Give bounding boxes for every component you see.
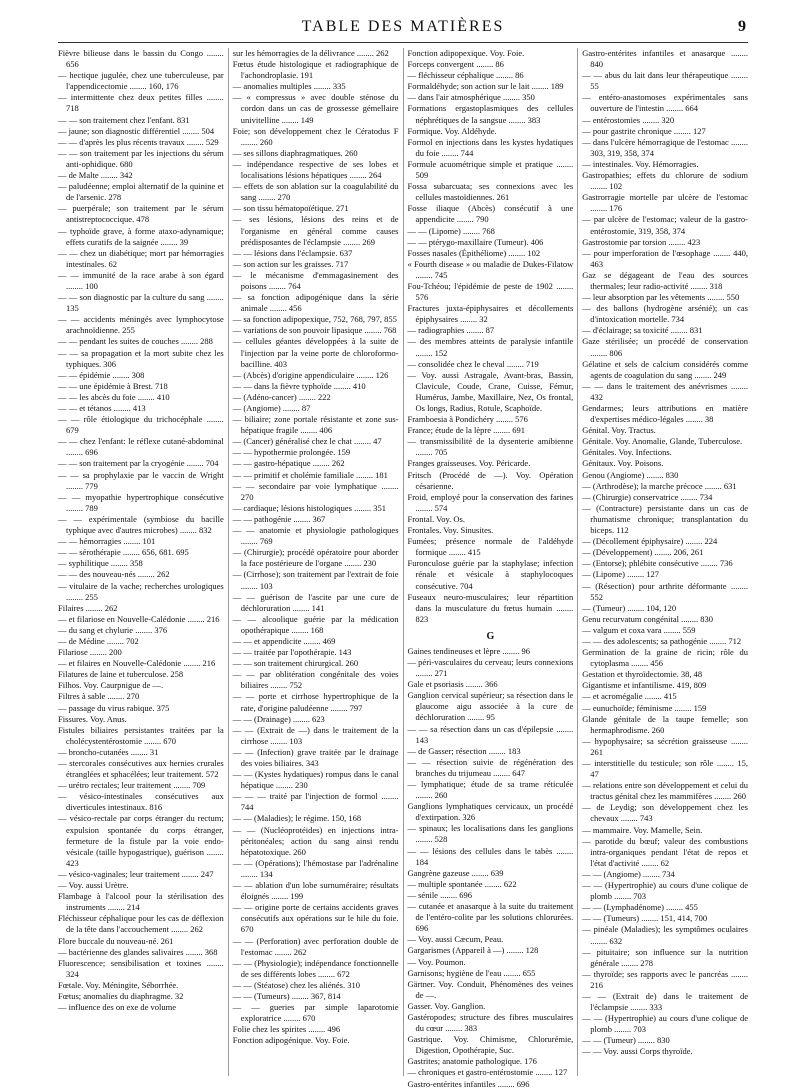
index-entry: — — et tétanos ........ 413	[58, 403, 146, 413]
index-entry: Genou (Angiome) ........ 830	[582, 469, 679, 480]
index-entry: — typhoïde grave, à forme ataxo-adynamique; effets curatifs de la saignée ........ 39	[58, 225, 224, 247]
index-entry: Gastéropodes; structure des fibres musculaires du cœur ........ 383	[407, 1011, 574, 1034]
index-entry: Gaze stérilisée; un procédé de conservation ........ 806	[582, 336, 748, 358]
index-entry: — le mécanisme d'emmagasinement des poisons ........ 764	[232, 269, 399, 291]
index-entry: Gargarismes (Appareil à —) ........ 128	[407, 945, 539, 956]
index-entry: — et filariose en Nouvelle-Calédonie ........ 216	[58, 613, 220, 624]
index-entry: Fistules biliaires persistantes traitées par la cholécystentérostomie ........ 670	[58, 724, 224, 746]
index-entry: — — abus du lait dans leur thérapeutique ........ 55	[582, 70, 748, 92]
index-entry: — — chez l'enfant: le réflexe cutané-abdominal ........ 696	[58, 436, 224, 458]
index-entry: — hypophysaire; sa sécrétion graisseuse ........ 261	[582, 735, 748, 757]
index-entry: — d'éclairage; sa toxicité ........ 831	[582, 325, 703, 336]
index-entry: Gangrène gazeuse ........ 639	[407, 867, 504, 878]
index-entry: Gastrostomie par torsion ........ 423	[582, 236, 701, 247]
index-entry: Fritsch (Procédé de —). Voy. Opération césarienne.	[407, 469, 574, 491]
index-entry: — — par oblitération congénitale des voies biliaires ........ 752	[232, 669, 399, 691]
index-entry: « Fourth disease » ou maladie de Dukes-Filatow ........ 745	[407, 258, 574, 280]
index-entry: Gigantisme et infantilisme. 419, 809	[582, 680, 707, 691]
index-entry: Génitale. Voy. Anomalie, Glande, Tuberculose.	[582, 436, 743, 447]
index-entry: — — et appendicite ........ 469	[232, 635, 336, 646]
index-entry: — (Chirurgie) conservatrice ........ 734	[582, 491, 713, 502]
index-entry: — chroniques et gastro-entérostomie ........ 127	[407, 1067, 568, 1078]
index-entry: — spinaux; les localisations dans les ganglions ........ 528	[407, 823, 574, 845]
index-entry: Gendarmes; leurs attributions en matière d'expertises médico-légales ........ 38	[582, 403, 748, 425]
index-entry: — — lésions dans l'éclampsie. 637	[232, 247, 353, 258]
index-entry: Germination de la graine de ricin; rôle du cytoplasma ........ 456	[582, 647, 748, 669]
index-entry: — — dans le traitement des anévrismes ........ 432	[582, 380, 748, 402]
index-entry: — — ptérygo-maxillaire (Tumeur). 406	[407, 236, 544, 247]
index-entry: — — (Infection) grave traitée par le drainage des voies biliaires. 343	[232, 746, 399, 768]
index-entry: — (Décollement épiphysaire) ........ 224	[582, 536, 718, 547]
index-entry: Fosse iliaque (Abcès) consécutif à une appendicite ........ 790	[407, 203, 574, 225]
index-entry: — — (Drainage) ........ 623	[232, 713, 325, 724]
index-entry: Fou-Tchéou; l'épidémie de peste de 1902 ........ 576	[407, 280, 574, 303]
index-entry: — (Résection) pour arthrite déformante ........ 552	[582, 580, 748, 602]
index-entry: — — anatomie et physiologie pathologiques ........ 769	[232, 525, 399, 547]
index-entry: — puerpérale; son traitement par le sérum antistreptococcique. 478	[58, 203, 224, 225]
index-entry: — — (Tumeur) ........ 830	[582, 1035, 670, 1046]
index-column-4	[577, 48, 748, 1076]
index-entry: Gärtner. Voy. Conduit, Phénomènes des veines de —.	[407, 978, 574, 1000]
index-entry: — vésico-rectale par corps étranger du rectum; expulsion spontanée du corps étranger, fermeture de la fistule par la voie endo-vésicale (taille hypogastrique), guérison ........ 423	[58, 813, 224, 868]
index-entry: — entérostomies ........ 320	[582, 114, 675, 125]
index-entry: Ganglions lymphatiques cervicaux, un procédé d'extirpation. 326	[407, 801, 574, 823]
index-entry: — — sa résection dans un cas d'épilepsie ........ 143	[407, 723, 574, 745]
index-entry: — lymphatique; étude de sa trame réticulée ........ 260	[407, 779, 574, 801]
index-entry: Formations ergastoplasmiques des cellules néphrétiques de la sangsue ........ 383	[407, 103, 574, 125]
index-entry: — (Contracture) persistante dans un cas de rhumatisme chronique; transplantation du biceps. 112	[582, 502, 748, 536]
index-entry: Fonction adipopexique. Voy. Foie.	[407, 48, 525, 58]
index-entry: Fléchisseur céphalique pour les cas de déflexion de la tête dans l'accouchement ........ 262	[58, 913, 224, 935]
index-entry: — — son traitement chez l'enfant. 831	[58, 114, 190, 125]
index-entry: Gastrites; anatomie pathologique. 176	[407, 1056, 537, 1067]
index-entry: — bactérienne des glandes salivaires ........ 368	[58, 946, 218, 957]
index-entry: — péri-vasculaires du cerveau; leurs connexions ........ 271	[407, 656, 574, 679]
index-entry: sur les hémorragies de la délivrance ........ 262	[232, 48, 389, 58]
section-letter: G	[486, 630, 495, 642]
index-entry: — (Chirurgie); procédé opératoire pour aborder la face postérieure de l'organe ........ 230	[232, 547, 399, 569]
index-entry: — — (Tumeurs) ........ 367, 814	[232, 990, 341, 1001]
index-entry: — — (Opérations); l'hémostase par l'adrénaline ........ 134	[232, 857, 399, 879]
index-entry: — — pathogénie ........ 367	[232, 513, 326, 524]
index-entry: Formaldéhyde; son action sur le lait ........ 189	[407, 81, 564, 92]
index-entry: — intermittente chez deux petites filles ........ 718	[58, 92, 224, 114]
index-entry: — (Adéno-cancer) ........ 222	[232, 391, 331, 402]
index-entry: — son action sur les graisses. 717	[232, 258, 349, 269]
index-entry: Fièvre bilieuse dans le bassin du Congo ........ 656	[58, 48, 224, 70]
index-entry: Gestation et thyroïdectomie. 38, 48	[582, 669, 703, 680]
index-entry: — leur absorption par les vêtements ........ 550	[582, 292, 740, 303]
index-entry: Filatures de laine et tuberculose. 258	[58, 669, 184, 680]
index-entry: Filtres à sable ........ 270	[58, 691, 140, 702]
index-entry: — sénile ........ 696	[407, 889, 472, 900]
index-entry: — — myopathie hypertrophique consécutive ........ 789	[58, 491, 224, 513]
index-entry: — paludéenne; emploi alternatif de la quinine et de l'arsenic. 278	[58, 181, 224, 203]
index-entry: — — (Maladies); le régime. 150, 168	[232, 813, 362, 824]
index-entry: — de Leydig; son développement chez les chevaux ........ 743	[582, 802, 748, 824]
index-entry: Gale et psoriasis ........ 366	[407, 679, 498, 690]
index-entry: — de Malte ........ 342	[58, 170, 133, 181]
index-entry: — — son traitement chirurgical. 260	[232, 658, 359, 669]
index-entry: — cellules géantes développées à la suite de l'injection par la veine porte de chloroformo-bacilline. 403	[232, 336, 399, 369]
index-entry: Foie; son développement chez le Cératodus F ........ 260	[232, 125, 399, 147]
index-entry: — — résection suivie de régénération des branches du trijumeau ........ 647	[407, 756, 574, 778]
index-entry: — sa fonction adipogénique dans la série animale ........ 456	[232, 292, 399, 314]
index-column-2	[228, 48, 399, 1076]
index-entry: — — ablation d'un lobe surnuméraire; résultats éloignés ........ 199	[232, 880, 399, 902]
index-entry: — — primitif et cholémie familiale ........ 181	[232, 469, 388, 480]
index-entry: — Voy. Poumon.	[407, 956, 466, 967]
index-entry: — eunuchoïde; féminisme ........ 159	[582, 702, 707, 713]
index-entry: — pinéale (Maladies); les symptômes oculaires ........ 632	[582, 924, 748, 946]
page-header	[58, 18, 748, 43]
index-entry: — — pendant les suites de couches ........ 288	[58, 336, 213, 347]
index-entry: — biliaire; zone portale résistante et zone sus-hépatique fragile ........ 406	[232, 414, 399, 436]
index-entry: Framboesia à Pondichéry ........ 576	[407, 414, 528, 425]
index-entry: — effets de son ablation sur la coagulabilité du sang ........ 270	[232, 181, 399, 203]
index-entry: — — les abcès du foie ........ 410	[58, 391, 170, 402]
index-entry: Furonculose guérie par la staphylase; infection rénale et vésicale à staphylocoques consécutive. 704	[407, 558, 574, 591]
index-entry: — — (Hypertrophie) au cours d'une colique de plomb ........ 703	[582, 1013, 748, 1035]
index-entry: Franges graisseuses. Voy. Péricarde.	[407, 458, 531, 469]
index-entry: — — hypothermie prolongée. 159	[232, 447, 351, 458]
index-entry: — — hémorragies ........ 101	[58, 536, 156, 547]
index-entry: — — gastro-hépatique ........ 262	[232, 458, 345, 469]
index-entry: — — rôle étiologique du trichocéphale ........ 679	[58, 414, 224, 436]
index-entry: Filaires ........ 262	[58, 602, 118, 613]
index-entry: — — (Angiome) ........ 734	[582, 868, 675, 879]
index-entry: — — (Tumeurs) ........ 151, 414, 700	[582, 913, 708, 924]
index-entry: — des ballons (hydrogène arsénié); un cas d'intoxication mortelle. 734	[582, 303, 748, 325]
index-entry: — Voy. aussi Cæcum, Peau.	[407, 934, 504, 945]
index-entry: — (Abcès) d'origine appendiculaire ........ 126	[232, 369, 389, 380]
index-entry: — sa fonction adipopexique, 752, 768, 797, 855	[232, 314, 397, 325]
index-entry: — intestinales. Voy. Hémorragies.	[582, 158, 699, 169]
index-entry: Gastrorragie mortelle par ulcère de l'estomac ........ 176	[582, 192, 748, 214]
index-entry: — — (Hypertrophie) au cours d'une colique de plomb ........ 703	[582, 880, 748, 902]
index-entry: Ganglion cervical supérieur; sa résection dans le glaucome aigu associée à la cure de déchloruration ........ 95	[407, 690, 574, 723]
index-entry: Filhos. Voy. Caurpnigue de —.	[58, 680, 164, 691]
index-entry: — — (Lymphadénome) ........ 455	[582, 902, 698, 913]
index-entry: — du sang et chylurie ........ 376	[58, 624, 168, 635]
index-entry: — ses sillons diaphragmatiques. 260	[232, 147, 358, 158]
index-entry: — — secondaire par voie lymphatique ........ 270	[232, 480, 399, 502]
index-entry: — de Gasser; résection ........ 183	[407, 745, 521, 756]
index-entry: — radiographies ........ 87	[407, 325, 495, 336]
index-entry: — — guérison de l'ascite par une cure de déchloruration ........ 141	[232, 591, 399, 613]
index-entry: France; étude de la lèpre ........ 691	[407, 425, 526, 436]
index-entry: — — expérimentale (symbiose du bacille typhique avec d'autres microbes) ........ 832	[58, 513, 224, 536]
index-entry: — — son traitement par la cryogénie ........ 704	[58, 458, 219, 469]
index-entry: — — sa prophylaxie par le vaccin de Wright ........ 779	[58, 469, 224, 491]
index-entry: — par ulcère de l'estomac; valeur de la gastro-entérostomie, 319, 358, 374	[582, 214, 748, 236]
index-entry: — syphilitique ........ 358	[58, 558, 143, 569]
index-entry: — (Lipome) ........ 127	[582, 569, 659, 580]
index-entry: — — son diagnostic par la culture du sang ........ 135	[58, 292, 224, 314]
index-entry: — passage du virus rabique. 375	[58, 702, 170, 713]
index-entry: — cardiaque; lésions histologiques ........ 351	[232, 502, 386, 513]
index-entry: — — Voy. aussi Corps thyroïde.	[582, 1046, 693, 1057]
index-entry: Formule acuométrique simple et pratique ........ 509	[407, 158, 574, 181]
index-entry: — fléchisseur céphalique ........ 86	[407, 70, 524, 81]
index-entry: — pour gastrite chronique ........ 127	[582, 125, 706, 136]
index-entry: — multiple spontanée ........ 622	[407, 878, 517, 889]
index-column-1	[58, 48, 224, 1076]
index-entry: Gaines tendineuses et lèpre ........ 96	[407, 645, 531, 656]
index-entry: — — gueries par simple laparotomie exploratrice ........ 670	[232, 1002, 399, 1024]
index-entry: — influence des on exe de volume	[58, 1002, 177, 1013]
index-entry: Filariose ........ 200	[58, 647, 122, 658]
index-entry: — — (Extrait de —) dans le traitement de la cirrhose ........ 103	[232, 724, 399, 746]
index-entry: Folie chez les spirites ........ 496	[232, 1024, 341, 1035]
index-entry: — — (Physiologie); indépendance fonctionnelle de ses différents lobes ........ 672	[232, 957, 399, 979]
index-entry: — broncho-cutanées ........ 31	[58, 746, 159, 757]
index-entry: — et filaires en Nouvelle-Calédonie ........ 216	[58, 658, 216, 669]
index-entry: — pituitaire; son influence sur la nutrition générale ........ 278	[582, 946, 748, 968]
index-entry: — — dans la fièvre typhoïde ........ 410	[232, 380, 366, 391]
index-entry: Fractures juxta-épiphysaires et décollements épiphysaires ........ 32	[407, 303, 574, 325]
index-entry: Formique. Voy. Aldéhyde.	[407, 125, 497, 136]
index-entry: Glande génitale de la taupe femelle; son hermaphrodisme. 260	[582, 713, 748, 735]
index-entry: — — son traitement par les injections du sérum anti-ophidique. 680	[58, 147, 224, 169]
index-entry: — Voy. aussi Astragale, Avant-bras, Bassin, Clavicule, Coude, Crane, Cuisse, Fémur, Humérus, Jambe, Maxillaire, Nez, Os frontal, Os longs, Radius, Rotule, Scaphoïde.	[407, 369, 574, 413]
index-entry: — — une épidémie à Brest. 718	[58, 380, 168, 391]
index-entry: Gastro-entérites infantiles et anasarque ........ 840	[582, 48, 748, 70]
index-entry: — interstitielle du testicule; son rôle ........ 15, 47	[582, 758, 748, 780]
index-entry: — « compressus » avec double sténose du cordon dans un cas de grossesse gémellaire univitelline ........ 149	[232, 92, 399, 125]
index-entry: — et acromégalie ........ 415	[582, 691, 677, 702]
index-entry: — variations de son pouvoir lipasique ........ 768	[232, 325, 397, 336]
index-entry: Fonction adipogénique. Voy. Foie.	[232, 1035, 350, 1046]
index-entry: — mammaire. Voy. Mamelle, Sein.	[582, 824, 703, 835]
index-entry: — des membres atteints de paralysie infantile ........ 152	[407, 336, 574, 358]
index-entry: — — traitée par l'opothérapie. 143	[232, 647, 352, 658]
index-entry: — consolidée chez le cheval ........ 719	[407, 358, 539, 369]
index-entry: Gaz se dégageant de l'eau des sources thermales; leur radio-activité ........ 318	[582, 269, 748, 291]
index-entry: Formol en injections dans les kystes hydatiques du foie ........ 744	[407, 136, 574, 158]
index-entry: Génitales. Voy. Infections.	[582, 447, 672, 458]
index-entry: — — porte et cirrhose hypertrophique de la rate, d'origine paludéenne ........ 797	[232, 691, 399, 713]
index-entry: Fœtale. Voy. Méningite, Séborrhée.	[58, 979, 179, 990]
index-entry: — — chez un diabétique; mort par hémorragies intestinales. 62	[58, 247, 224, 269]
index-entry: — — (Lipome) ........ 768	[407, 225, 495, 236]
index-entry: Frontal. Voy. Os.	[407, 513, 465, 524]
index-entry: Fuseaux neuro-musculaires; leur répartition dans la musculature du fœtus humain ........ 823	[407, 591, 574, 624]
index-entry: — transmissibilité de la dysenterie amibienne ........ 705	[407, 436, 574, 458]
index-entry: — — sa propagation et la mort subite chez les typhiques. 306	[58, 347, 224, 369]
index-entry: — (Arthrodèse); la marche précoce ........ 631	[582, 480, 737, 491]
index-entry: Fumées; présence normale de l'aldéhyde formique ........ 415	[407, 536, 574, 558]
index-entry: — vitulaire de la vache; recherches urologiques ........ 255	[58, 580, 224, 602]
index-entry: — — (Nucléoprotéides) en injections intra-péritonéales; action du sang ainsi rendu hépatotoxique. 260	[232, 824, 399, 857]
index-entry: Fœtus; anomalies du diaphragme. 32	[58, 990, 184, 1001]
index-entry: Fosses nasales (Épithéliome) ........ 102	[407, 247, 541, 258]
index-entry: — urétro rectales; leur traitement ........ 709	[58, 780, 206, 791]
index-entry: Gastropathies; effets du chlorure de sodium ........ 102	[582, 170, 748, 192]
index-entry: — hectique jugulée, chez une tuberculeuse, par l'appendicectomie ........ 160, 176	[58, 70, 224, 92]
index-entry: — vésico-vaginales; leur traitement ........ 247	[58, 868, 214, 879]
index-entry: Froid, employé pour la conservation des farines ........ 574	[407, 491, 574, 513]
index-entry: — Voy. aussi Urètre.	[58, 880, 129, 891]
index-entry: Gasser. Voy. Ganglion.	[407, 1000, 486, 1011]
index-entry: Fœtus étude histologique et radiographique de l'achondroplasie. 191	[232, 59, 399, 81]
index-entry: — relations entre son développement et celui du tractus génital chez les mammifères ........ 260	[582, 780, 748, 802]
index-entry: Flore buccale du nouveau-né. 261	[58, 935, 174, 946]
index-entry: — — immunité de la race arabe à son égard ........ 100	[58, 269, 224, 291]
index-entry: — — (Extrait de) dans le traitement de l'éclampsie ........ 333	[582, 990, 748, 1013]
index-entry: — dans l'ulcère hémorragique de l'estomac ........ 303, 319, 358, 374	[582, 136, 748, 158]
index-entry: — (Entorse); phlébite consécutive ........ 736	[582, 558, 733, 569]
index-entry: — pour imperforation de l'œsophage ........ 440, 463	[582, 247, 748, 269]
index-entry: — son tissu hématopoïétique. 271	[232, 203, 349, 214]
index-entry: Gastrique. Voy. Chimisme, Chlorurémie, Digestion, Opothérapie, Suc.	[407, 1034, 574, 1056]
index-entry: — — accidents méningés avec lymphocytose arachnoïdienne. 255	[58, 314, 224, 336]
index-entry: Fossa subarcuata; ses connexions avec les cellules mastoïdiennes. 261	[407, 181, 574, 203]
index-entry: — stercorales consécutives aux hernies crurales étranglées et sphacélées; leur traitement. 572	[58, 758, 224, 780]
index-entry: Forceps convergent ........ 86	[407, 59, 504, 70]
index-entry: — (Angiome) ........ 87	[232, 403, 311, 413]
index-entry: — — (Perforation) avec perforation double de l'estomac ........ 262	[232, 935, 399, 957]
index-entry: — (Cirrhose); son traitement par l'extrait de foie ........ 103	[232, 569, 399, 591]
index-entry: Génital. Voy. Tractus.	[582, 425, 656, 436]
index-entry: Gélatine et sels de calcium considérés comme agents de coagulation du sang ........ 249	[582, 358, 748, 380]
index-entry: — (Développement) ........ 206, 261	[582, 547, 704, 558]
index-entry: — valgum et coxa vara ........ 559	[582, 624, 696, 635]
index-entry: — (Tumeur) ........ 104, 120	[582, 602, 677, 613]
index-entry: — — — traité par l'injection de formol ........ 744	[232, 791, 399, 813]
index-columns	[58, 48, 748, 1089]
index-entry: Genu recurvatum congénital ........ 830	[582, 613, 714, 624]
index-entry: — — (Kystes hydatiques) rompus dans le canal hépatique ........ 230	[232, 769, 399, 791]
index-entry: Fluorescence; sensibilisation et toxines ........ 324	[58, 957, 224, 979]
index-entry: Garnisons; hygiène de l'eau ........ 655	[407, 967, 536, 978]
index-entry: — ses lésions, lésions des reins et de l'organisme en général comme causes prédisposantes de l'éclampsie ........ 269	[232, 214, 399, 247]
page-title: TABLE DES MATIÈRES	[301, 18, 505, 35]
index-entry: — (Cancer) généralisé chez le chat ........ 47	[232, 436, 382, 447]
index-entry: — vésico-intestinales consécutives aux diverticules intestinaux. 816	[58, 791, 224, 813]
index-entry: — — d'après les plus récents travaux ........ 529	[58, 136, 219, 147]
index-entry: Fissures. Voy. Anus.	[58, 713, 127, 724]
index-entry: — entéro-anastomoses expérimentales sans ouverture de l'intestin ........ 664	[582, 92, 748, 114]
index-entry: — de Médine ........ 702	[58, 635, 139, 646]
index-column-3	[403, 48, 574, 1089]
index-entry: — — lésions des cellules dans le tabès ........ 184	[407, 845, 574, 867]
index-entry: — jaune; son diagnostic différentiel ........ 504	[58, 125, 215, 136]
index-entry: Flambage à l'alcool pour la stérilisation des instruments ........ 214	[58, 891, 224, 913]
index-entry: — anomalies multiples ........ 335	[232, 81, 346, 92]
index-entry: — parotide du bœuf; valeur des combustions intra-organiques pendant l'état de repos et l'état d'activité ........ 62	[582, 835, 748, 868]
index-entry: — — origine porte de certains accidents graves consécutifs aux opérations sur le hile du foie. 670	[232, 902, 399, 935]
index-entry: — — épidémie ........ 308	[58, 369, 145, 380]
index-entry: Génitaux. Voy. Poisons.	[582, 458, 664, 469]
index-entry: — cutanée et anasarque à la suite du traitement de l'entéro-colite par les solutions chlorurées. 696	[407, 901, 574, 934]
index-entry: — — alcoolique guérie par la médication opothérapique ........ 168	[232, 613, 399, 635]
index-entry: — — des nouveau-nés ........ 262	[58, 569, 170, 580]
index-entry: — dans l'air atmosphérique ........ 350	[407, 92, 535, 103]
index-entry: — — (Stéatose) chez les aliénés. 310	[232, 979, 360, 990]
index-entry: — thyroïde; ses rapports avec le pancréas ........ 216	[582, 968, 748, 990]
index-entry: — indépendance respective de ses lobes et localisations lésions hépatiques ........ 264	[232, 158, 399, 181]
page-number: 9	[738, 18, 746, 35]
index-entry: — — des adolescents; sa pathogénie ........ 712	[582, 635, 742, 646]
index-entry: — — sérothérapie ........ 656, 681. 695	[58, 547, 189, 558]
index-entry: Gastro-entérites infantiles ........ 696	[407, 1078, 530, 1089]
index-entry: Frontales. Voy. Sinusites.	[407, 525, 494, 536]
